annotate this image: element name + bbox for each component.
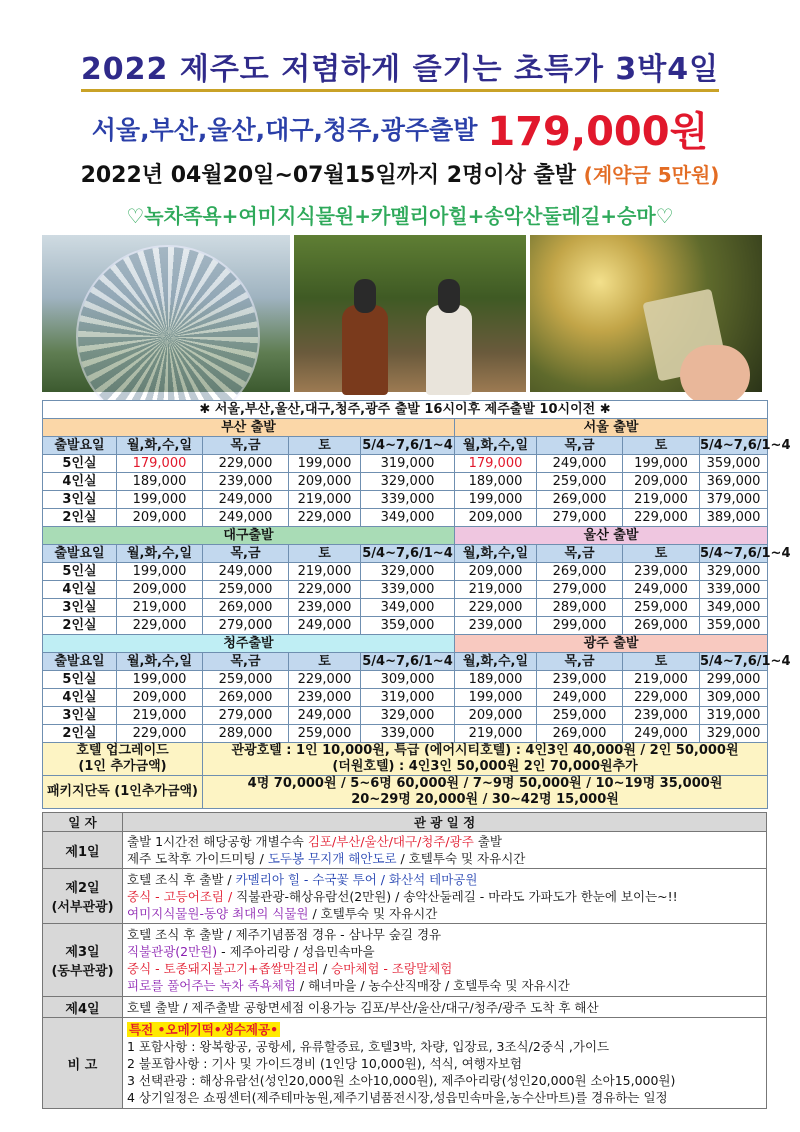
- price-cell: 229,000: [623, 689, 700, 707]
- price-cell: 259,000: [203, 671, 289, 689]
- price-row: [43, 563, 768, 581]
- price-cell: 309,000: [361, 671, 455, 689]
- price-cell: 209,000: [623, 473, 700, 491]
- price-block-header: [43, 635, 768, 653]
- price-cell: 279,000: [537, 581, 623, 599]
- price-row: [43, 689, 768, 707]
- price-row: [43, 455, 768, 473]
- price-cell: 229,000: [455, 599, 537, 617]
- column-header: 월,화,수,일: [455, 653, 537, 671]
- tour-price: 179,000원: [487, 109, 709, 155]
- price-cell: 219,000: [623, 671, 700, 689]
- column-header: 목,금: [537, 437, 623, 455]
- price-cell: 289,000: [203, 725, 289, 743]
- price-cell: 209,000: [117, 509, 203, 527]
- deposit-note: (계약금 5만원): [583, 163, 720, 187]
- price-cell: 279,000: [537, 509, 623, 527]
- horse-riding-photo: [294, 235, 526, 392]
- room-type: 4인실: [43, 581, 117, 599]
- price-cell: 219,000: [623, 491, 700, 509]
- room-type: 2인실: [43, 617, 117, 635]
- price-column-headers: [43, 545, 768, 563]
- price-cell: 219,000: [289, 491, 361, 509]
- price-cell: 229,000: [117, 617, 203, 635]
- departure-city-label: 청주출발: [43, 635, 455, 653]
- price-cell: 219,000: [455, 725, 537, 743]
- column-header: 5/4~7,6/1~4: [362, 437, 453, 453]
- price-cell: 239,000: [455, 617, 537, 635]
- price-cell: 209,000: [455, 707, 537, 725]
- special-benefit-badge: 특전 •오메기떡•생수제공•: [129, 1021, 279, 1037]
- price-cell: 319,000: [361, 689, 455, 707]
- price-cell: 359,000: [700, 455, 768, 473]
- price-cell: 279,000: [203, 707, 289, 725]
- price-cell: 189,000: [455, 473, 537, 491]
- price-cell: 239,000: [289, 599, 361, 617]
- column-header: 토: [623, 437, 700, 455]
- price-table: [42, 400, 791, 809]
- price-cell: 269,000: [537, 725, 623, 743]
- price-cell: 239,000: [203, 473, 289, 491]
- departure-city-label: 울산 출발: [455, 527, 768, 545]
- column-header: 5/4~7,6/1~4: [700, 545, 791, 561]
- column-header: 토: [289, 653, 361, 671]
- page-title: 2022 제주도 저렴하게 즐기는 초특가 3박4일: [0, 44, 800, 88]
- hotel-upgrade-label: 호텔 업그레이드 (1인 추가금액): [43, 743, 203, 776]
- room-type: 3인실: [43, 707, 117, 725]
- room-type: 4인실: [43, 689, 117, 707]
- camellia-hill-photo: [530, 235, 762, 392]
- price-cell: 359,000: [700, 617, 768, 635]
- column-header: 5/4~7,6/1~4: [362, 653, 453, 669]
- room-type: 3인실: [43, 599, 117, 617]
- price-cell: 319,000: [700, 707, 768, 725]
- price-cell: 229,000: [289, 581, 361, 599]
- departure-cities: 서울,부산,울산,대구,청주,광주출발: [91, 115, 478, 145]
- room-type: 5인실: [43, 671, 117, 689]
- price-cell: 249,000: [289, 707, 361, 725]
- price-cell: 209,000: [455, 509, 537, 527]
- schedule-day2: 제2일 (서부관광) 호텔 조식 후 출발 / 카멜리아 힐 - 수국꽃 투어 / 화산석 테마공원 중식 - 고등어조림 / 직불관광-해상유람선(2만원) / 송악산둘레길 - 마라도 가파도가 한눈에 보이는~!! 여미지식물원-동양 최대의 식물원 / 호텔투숙 및 자유시간: [43, 869, 767, 924]
- column-header: 목,금: [203, 545, 289, 563]
- price-cell: 229,000: [289, 671, 361, 689]
- price-row: [43, 725, 768, 743]
- schedule-day3: 제3일 (동부관광) 호텔 조식 후 출발 / 제주기념품점 경유 - 삼나무 숲길 경유 직불관광(2만원) - 제주아리랑 / 성읍민속마을 중식 - 토종돼지불고기+좁쌀막걸리 / 승마체험 - 조랑말체험 피로를 풀어주는 녹차 족욕체험 / 해녀마을 / 농수산직매장 / 호텔투숙 및 자유시간: [43, 924, 767, 997]
- price-cell: 269,000: [537, 491, 623, 509]
- price-column-headers: [43, 437, 768, 455]
- price-block-header: [43, 419, 768, 437]
- price-cell: 329,000: [361, 473, 455, 491]
- column-header: 월,화,수,일: [455, 437, 537, 455]
- price-row: [43, 473, 768, 491]
- price-cell: 339,000: [361, 491, 455, 509]
- highlights-line: ♡녹차족욕+여미지식물원+카멜리아힐+송악산둘레길+승마♡: [126, 204, 674, 228]
- price-cell: 219,000: [289, 563, 361, 581]
- price-cell: 219,000: [117, 707, 203, 725]
- price-cell: 249,000: [623, 581, 700, 599]
- price-cell: 379,000: [700, 491, 768, 509]
- schedule-notes: 비 고 특전 •오메기떡•생수제공• 1 포함사항 : 왕복항공, 공항세, 유류할증료, 호텔3박, 차량, 입장료, 3조식/2중식 ,가이드 2 불포함사항 : 기사 및 가이드경비 (1인당 10,000원), 석식, 여행자보험 3 선택관광 : 해상유람선(성인20,000원 소아10,000원), 제주아리랑(성인20,000원 소아15,000원) 4 상기일정은 쇼핑센터(제주테마농원,제주기념품전시장,성읍민속마을,농수산마트)를 경유하는 일정: [43, 1018, 767, 1109]
- price-cell: 329,000: [361, 563, 455, 581]
- price-cell: 239,000: [289, 689, 361, 707]
- price-cell: 249,000: [623, 725, 700, 743]
- price-cell: 289,000: [537, 599, 623, 617]
- schedule-head-day: 일 자: [43, 813, 123, 832]
- column-header: 5/4~7,6/1~4: [700, 437, 791, 453]
- schedule-head-plan: 관 광 일 정: [123, 813, 767, 832]
- price-block-header: [43, 527, 768, 545]
- price-cell: 319,000: [361, 455, 455, 473]
- price-cell: 259,000: [203, 581, 289, 599]
- column-header: 토: [623, 653, 700, 671]
- room-type: 3인실: [43, 491, 117, 509]
- column-header: 목,금: [537, 653, 623, 671]
- room-type: 2인실: [43, 509, 117, 527]
- price-cell: 269,000: [203, 689, 289, 707]
- price-cell: 179,000: [117, 455, 203, 473]
- price-cell: 239,000: [537, 671, 623, 689]
- price-cell: 239,000: [623, 563, 700, 581]
- price-cell: 199,000: [117, 671, 203, 689]
- price-cell: 199,000: [455, 491, 537, 509]
- price-cell: 359,000: [361, 617, 455, 635]
- travel-period: 2022년 04월20일~07월15일까지 2명이상 출발: [80, 163, 576, 188]
- price-row: [43, 509, 768, 527]
- price-cell: 199,000: [117, 491, 203, 509]
- schedule-table: [42, 812, 767, 1109]
- column-header: 월,화,수,일: [117, 437, 203, 455]
- column-header: 월,화,수,일: [455, 545, 537, 563]
- price-row: [43, 707, 768, 725]
- price-cell: 259,000: [537, 707, 623, 725]
- room-type: 5인실: [43, 563, 117, 581]
- price-cell: 209,000: [289, 473, 361, 491]
- price-cell: 269,000: [537, 563, 623, 581]
- price-cell: 229,000: [289, 509, 361, 527]
- price-cell: 269,000: [623, 617, 700, 635]
- room-type: 5인실: [43, 455, 117, 473]
- price-cell: 199,000: [623, 455, 700, 473]
- price-row: [43, 671, 768, 689]
- column-header: 월,화,수,일: [117, 653, 203, 671]
- price-cell: 209,000: [455, 563, 537, 581]
- price-cell: 179,000: [455, 455, 537, 473]
- price-row: [43, 491, 768, 509]
- price-cell: 189,000: [117, 473, 203, 491]
- price-cell: 209,000: [117, 581, 203, 599]
- package-label: 패키지단독 (1인추가금액): [43, 776, 203, 809]
- botanical-garden-photo: [42, 235, 290, 392]
- price-cell: 199,000: [455, 689, 537, 707]
- price-cell: 229,000: [117, 725, 203, 743]
- price-cell: 199,000: [117, 563, 203, 581]
- departure-city-label: 대구출발: [43, 527, 455, 545]
- column-header: 출발요일: [43, 653, 117, 671]
- price-cell: 229,000: [623, 509, 700, 527]
- price-cell: 199,000: [289, 455, 361, 473]
- departure-price-line: [0, 100, 800, 157]
- departure-city-label: 서울 출발: [455, 419, 768, 437]
- price-cell: 259,000: [623, 599, 700, 617]
- column-header: 월,화,수,일: [117, 545, 203, 563]
- package-text: 4명 70,000원 / 5~6명 60,000원 / 7~9명 50,000원 / 10~19명 35,000원 20~29명 20,000원 / 30~42명 15,000원: [203, 776, 768, 809]
- price-cell: 389,000: [700, 509, 768, 527]
- price-cell: 279,000: [203, 617, 289, 635]
- price-cell: 249,000: [203, 491, 289, 509]
- hotel-upgrade-text: 관광호텔 : 1인 10,000원, 특급 (에어시티호텔) : 4인3인 40,000원 / 2인 50,000원 (더원호텔) : 4인3인 50,000원 2인 70,000원추가: [203, 743, 768, 776]
- period-line: [0, 158, 800, 189]
- price-cell: 329,000: [361, 707, 455, 725]
- column-header: 토: [289, 437, 361, 455]
- column-header: 출발요일: [43, 437, 117, 455]
- room-type: 2인실: [43, 725, 117, 743]
- price-cell: 259,000: [289, 725, 361, 743]
- price-cell: 249,000: [537, 689, 623, 707]
- price-cell: 259,000: [537, 473, 623, 491]
- price-cell: 339,000: [361, 725, 455, 743]
- price-cell: 369,000: [700, 473, 768, 491]
- schedule-day1: 제1일 출발 1시간전 해당공항 개별수속 김포/부산/울산/대구/청주/광주 출발 제주 도착후 가이드미팅 / 도두봉 무지개 해안도로 / 호텔투숙 및 자유시간: [43, 832, 767, 869]
- price-cell: 349,000: [700, 599, 768, 617]
- price-cell: 189,000: [455, 671, 537, 689]
- column-header: 토: [623, 545, 700, 563]
- departure-city-label: 광주 출발: [455, 635, 768, 653]
- schedule-day4: 제4일 호텔 출발 / 제주출발 공항면세점 이용가능 김포/부산/울산/대구/청주/광주 도착 후 해산: [43, 997, 767, 1018]
- price-cell: 229,000: [203, 455, 289, 473]
- price-cell: 269,000: [203, 599, 289, 617]
- price-cell: 219,000: [117, 599, 203, 617]
- column-header: 목,금: [203, 437, 289, 455]
- price-column-headers: [43, 653, 768, 671]
- price-cell: 339,000: [361, 581, 455, 599]
- column-header: 출발요일: [43, 545, 117, 563]
- column-header: 목,금: [203, 653, 289, 671]
- price-cell: 249,000: [289, 617, 361, 635]
- room-type: 4인실: [43, 473, 117, 491]
- price-cell: 249,000: [203, 509, 289, 527]
- price-cell: 209,000: [117, 689, 203, 707]
- price-cell: 329,000: [700, 725, 768, 743]
- price-cell: 329,000: [700, 563, 768, 581]
- price-cell: 349,000: [361, 509, 455, 527]
- column-header: 목,금: [537, 545, 623, 563]
- price-cell: 299,000: [537, 617, 623, 635]
- departure-city-label: 부산 출발: [43, 419, 455, 437]
- price-cell: 249,000: [537, 455, 623, 473]
- price-cell: 349,000: [361, 599, 455, 617]
- price-cell: 309,000: [700, 689, 768, 707]
- price-row: [43, 599, 768, 617]
- column-header: 5/4~7,6/1~4: [362, 545, 453, 561]
- column-header: 5/4~7,6/1~4: [700, 653, 791, 669]
- column-header: 토: [289, 545, 361, 563]
- price-cell: 239,000: [623, 707, 700, 725]
- price-row: [43, 617, 768, 635]
- price-cell: 339,000: [700, 581, 768, 599]
- price-cell: 299,000: [700, 671, 768, 689]
- price-cell: 219,000: [455, 581, 537, 599]
- price-row: [43, 581, 768, 599]
- price-table-note: ✱ 서울,부산,울산,대구,청주,광주 출발 16시이후 제주출발 10시이전 ✱: [43, 401, 768, 419]
- price-cell: 249,000: [203, 563, 289, 581]
